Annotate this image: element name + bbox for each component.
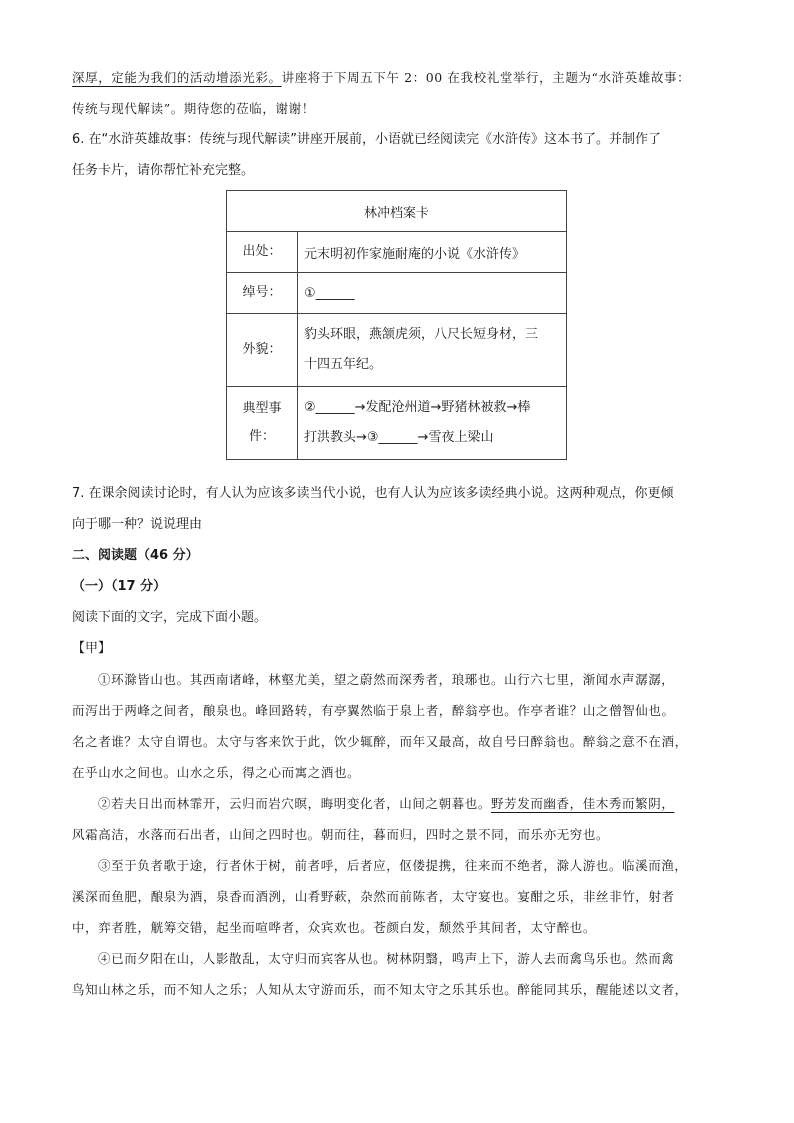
question-6-line-2: 任务卡片，请你帮忙补充完整。: [72, 163, 255, 178]
passage-p4-line-1: ④已而夕阳在山，人影散乱，太守归而宾客从也。树林阴翳，鸣声上下，游人去而禽鸟乐也。然而禽: [98, 951, 675, 966]
card-value-events[interactable]: [298, 387, 567, 460]
passage-p1-line-2: 而泻出于两峰之间者，酿泉也。峰回路转，有亭翼然临于泉上者，醉翁亭也。作亭者谁？山之僧智仙也。: [72, 703, 675, 718]
section-2-subtitle: （一）（17 分）: [72, 579, 167, 594]
notice-line-2: 传统与现代解读”。期待您的莅临，谢谢！: [72, 101, 315, 116]
events-label-line-2: 件：: [248, 429, 275, 444]
passage-p2-text: ②若夫日出而林霏开，云归而岩穴暝，晦明变化者，山间之朝暮也。: [98, 796, 492, 811]
card-label-source: 出处：: [227, 232, 298, 273]
passage-p2-line-2: 风霜高洁，水落而石出者，山间之四时也。朝而往，暮而归，四时之景不同，而乐亦无穷也。: [72, 827, 610, 842]
card-value-appearance: [298, 314, 567, 387]
appearance-line-1: 豹头环眼，燕颔虎须，八尺长短身材，三: [304, 327, 539, 342]
card-label-nickname: 绰号：: [227, 273, 298, 314]
passage-label-jia: 【甲】: [72, 641, 112, 656]
notice-underlined-text: 深厚，定能为我们的活动增添光彩。: [72, 70, 282, 85]
lin-chong-profile-card: [226, 190, 567, 460]
appearance-line-2: 十四五年纪。: [304, 357, 383, 372]
question-7-line-2: 向于哪一种？说说理由: [72, 517, 203, 532]
notice-text: 讲座将于下周五下午 2：00 在我校礼堂举行，主题为“水浒英雄故事：: [281, 70, 691, 85]
passage-p2-line-1: [72, 788, 730, 819]
events-line-1: ②______→发配沧州道→野猪林被救→棒: [304, 400, 531, 415]
section-2-title: 二、阅读题（46 分）: [72, 548, 199, 563]
passage-p1-line-1: ①环滁皆山也。其西南诸峰，林壑尤美，望之蔚然而深秀者，琅琊也。山行六七里，渐闻水声潺潺，: [98, 672, 675, 687]
card-value-nickname[interactable]: ①______: [298, 273, 567, 314]
page-content: [72, 62, 730, 1005]
card-label-appearance: 外貌：: [227, 314, 298, 387]
notice-line-1: [72, 62, 730, 93]
passage-p3-line-2: 溪深而鱼肥，酿泉为酒，泉香而酒洌，山肴野蔌，杂然而前陈者，太守宴也。宴酣之乐，非丝非竹，射者: [72, 889, 675, 904]
question-7-line-1: 7. 在课余阅读讨论时，有人认为应该多读当代小说，也有人认为应该多读经典小说。这两种观点，你更倾: [72, 486, 674, 501]
passage-p4-line-2: 鸟知山林之乐，而不知人之乐；人知从太守游而乐，而不知太守之乐其乐也。醉能同其乐，醒能述以文者，: [72, 982, 688, 997]
card-title: 林冲档案卡: [227, 191, 567, 232]
passage-p1-line-3: 名之者谁？太守自谓也。太守与客来饮于此，饮少辄醉，而年又最高，故自号曰醉翁也。醉翁之意不在酒，: [72, 734, 688, 749]
events-label-line-1: 典型事: [242, 401, 282, 416]
passage-p2-underlined: 野芳发而幽香，佳木秀而繁阴，: [491, 796, 675, 811]
card-value-source: 元末明初作家施耐庵的小说《水浒传》: [298, 232, 567, 273]
reading-instruction: 阅读下面的文字，完成下面小题。: [72, 610, 268, 625]
events-line-2: 打洪教头→③______→雪夜上梁山: [304, 430, 494, 445]
passage-p3-line-1: ③至于负者歌于途，行者休于树，前者呼，后者应，伛偻提携，往来而不绝者，滁人游也。临溪而渔，: [98, 858, 688, 873]
passage-p1-line-4: 在乎山水之间也。山水之乐，得之心而寓之酒也。: [72, 765, 361, 780]
question-6-line-1: 6. 在“水浒英雄故事：传统与现代解读”讲座开展前，小语就已经阅读完《水浒传》这本书了。并制作了: [72, 132, 662, 147]
card-label-events: [227, 387, 298, 460]
passage-p3-line-3: 中，弈者胜，觥筹交错，起坐而喧哗者，众宾欢也。苍颜白发，颓然乎其间者，太守醉也。: [72, 920, 597, 935]
